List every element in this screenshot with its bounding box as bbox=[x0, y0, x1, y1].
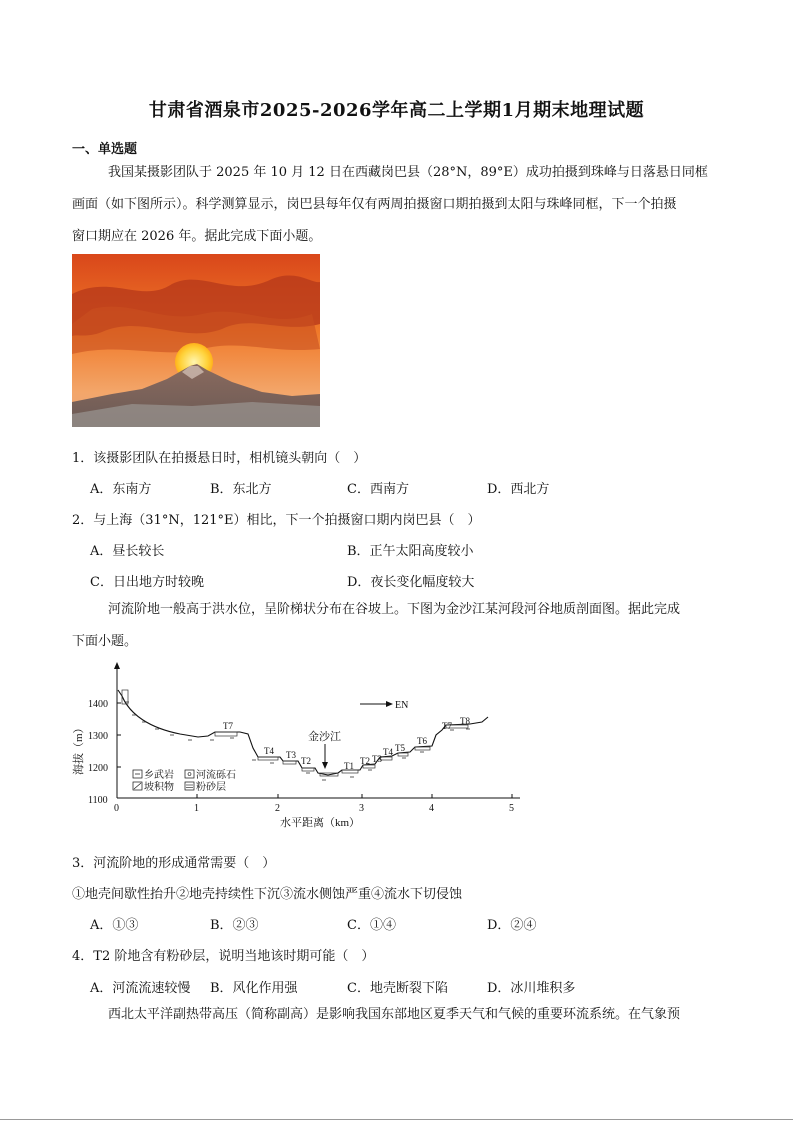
page-title: 甘肃省酒泉市2025-2026学年高二上学期1月期末地理试题 bbox=[148, 100, 645, 121]
q3-option-b[interactable]: B．②③ bbox=[210, 918, 259, 933]
y-axis-label: 海拔（m） bbox=[73, 722, 85, 775]
intro3-line1: 西北太平洋副热带高压（简称副高）是影响我国东部地区夏季天气和气候的重要环流系统。在气象预 bbox=[108, 1007, 681, 1022]
intro2-line1: 河流阶地一般高于洪水位，呈阶梯状分布在谷坡上。下图为金沙江某河段河谷地质剖面图。据此完成 bbox=[108, 602, 681, 617]
q3-statements: ①地壳间歇性抬升②地壳持续性下沉③流水侧蚀严重④流水下切侵蚀 bbox=[72, 887, 463, 902]
x-axis-label: 水平距离（km） bbox=[280, 817, 361, 829]
terrace-label-t1: T1 bbox=[344, 761, 354, 771]
x-tick-3: 3 bbox=[359, 803, 364, 814]
q4-option-d[interactable]: D．冰川堆积多 bbox=[487, 981, 576, 996]
terrace-label-t2-left: T2 bbox=[301, 756, 311, 766]
q1-option-c[interactable]: C．西南方 bbox=[347, 482, 409, 497]
intro1-line3: 窗口期应在 2026 年。据此完成下面小题。 bbox=[72, 229, 322, 244]
river-label: 金沙江 bbox=[308, 731, 341, 743]
terrace-label-t7-right: T7 bbox=[442, 721, 452, 731]
legend-silt: 粉砂层 bbox=[196, 782, 226, 793]
intro1-line1: 我国某摄影团队于 2025 年 10 月 12 日在西藏岗巴县（28°N，89°E）成功拍摄到珠峰与日落悬日同框 bbox=[108, 165, 708, 180]
question-3-stem: 3．河流阶地的形成通常需要（ ） bbox=[72, 856, 276, 871]
question-4-stem: 4．T2 阶地含有粉砂层，说明当地该时期可能（ ） bbox=[72, 949, 375, 964]
terrace-label-t6: T6 bbox=[417, 736, 427, 746]
y-tick-1400: 1400 bbox=[88, 699, 108, 710]
y-tick-1200: 1200 bbox=[88, 763, 108, 774]
intro1-line2: 画面（如下图所示）。科学测算显示，岗巴县每年仅有两周拍摄窗口期拍摄到太阳与珠峰同框，下一个拍摄 bbox=[72, 197, 677, 212]
terrace-label-t4-right: T4 bbox=[383, 747, 393, 757]
legend-gravel: 河流砾石 bbox=[196, 770, 236, 781]
section-heading: 一、单选题 bbox=[72, 142, 138, 157]
q2-option-d[interactable]: D．夜长变化幅度较大 bbox=[347, 575, 475, 590]
q2-option-a[interactable]: A．昼长较长 bbox=[90, 544, 165, 559]
q3-option-c[interactable]: C．①④ bbox=[347, 918, 396, 933]
question-1-stem: 1．该摄影团队在拍摄悬日时，相机镜头朝向（ ） bbox=[72, 451, 367, 466]
x-tick-1: 1 bbox=[194, 803, 199, 814]
terrace-label-t4-left: T4 bbox=[264, 746, 274, 756]
x-tick-5: 5 bbox=[509, 803, 514, 814]
intro2-line2: 下面小题。 bbox=[72, 634, 138, 649]
q3-option-d[interactable]: D．②④ bbox=[487, 918, 537, 933]
q1-option-b[interactable]: B．东北方 bbox=[210, 482, 272, 497]
sunset-mountain-photo bbox=[72, 254, 320, 427]
diagram-legend bbox=[133, 768, 236, 793]
x-tick-4: 4 bbox=[429, 803, 434, 814]
q3-option-a[interactable]: A．①③ bbox=[90, 918, 139, 933]
river-terrace-cross-section bbox=[70, 660, 540, 835]
q4-option-a[interactable]: A．河流流速较慢 bbox=[90, 981, 191, 996]
q2-option-c[interactable]: C．日出地方时较晚 bbox=[90, 575, 204, 590]
page-bottom-border bbox=[0, 1119, 793, 1120]
q2-option-b[interactable]: B．正午太阳高度较小 bbox=[347, 544, 474, 559]
terrace-label-t2-right: T2 bbox=[360, 756, 370, 766]
y-tick-1100: 1100 bbox=[88, 795, 108, 806]
q1-option-d[interactable]: D．西北方 bbox=[487, 482, 550, 497]
legend-bedrock: 乡武岩 bbox=[144, 770, 174, 781]
x-tick-2: 2 bbox=[275, 803, 280, 814]
terrace-label-t8: T8 bbox=[460, 716, 470, 726]
terrace-label-t3-right: T3 bbox=[372, 754, 382, 764]
y-tick-1300: 1300 bbox=[88, 731, 108, 742]
terrace-label-t5: T5 bbox=[395, 743, 405, 753]
direction-label: EN bbox=[395, 700, 409, 711]
terrace-label-t3-left: T3 bbox=[286, 750, 296, 760]
x-tick-0: 0 bbox=[114, 803, 119, 814]
legend-colluvium: 坡积物 bbox=[144, 782, 174, 793]
question-2-stem: 2．与上海（31°N，121°E）相比，下一个拍摄窗口期内岗巴县（ ） bbox=[72, 513, 481, 528]
q1-option-a[interactable]: A．东南方 bbox=[90, 482, 152, 497]
q4-option-c[interactable]: C．地壳断裂下陷 bbox=[347, 981, 448, 996]
terrace-label-t7-left: T7 bbox=[223, 721, 233, 731]
q4-option-b[interactable]: B．风化作用强 bbox=[210, 981, 298, 996]
